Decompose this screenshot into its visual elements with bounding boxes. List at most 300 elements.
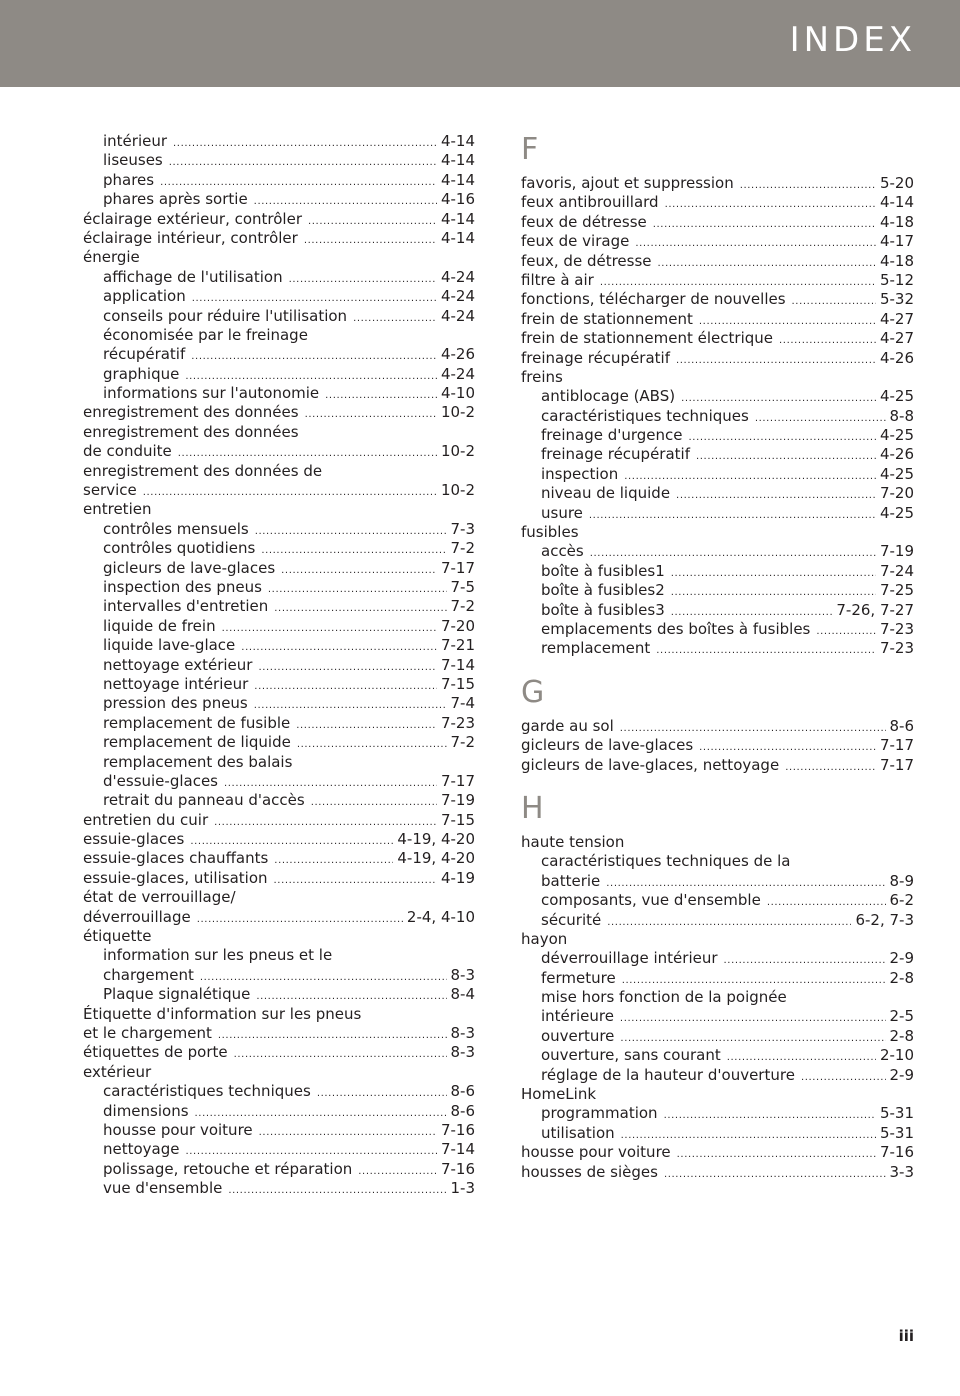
index-entry xyxy=(83,617,475,636)
index-entry-page: 5-31 xyxy=(879,1104,914,1123)
index-entry-term: caractéristiques techniques de la xyxy=(541,852,791,871)
index-entry-term: entretien xyxy=(83,500,152,519)
index-entry xyxy=(83,849,475,868)
index-entry-page: 7-3 xyxy=(450,519,475,538)
index-entry xyxy=(83,287,475,306)
dot-leader xyxy=(755,409,886,428)
index-entry-term: housse pour voiture xyxy=(103,1120,253,1139)
dot-leader xyxy=(143,483,437,502)
index-entry-page: 4-27 xyxy=(879,309,914,328)
index-entry-page: 7-19 xyxy=(440,791,475,810)
index-entry-page: 4-14 xyxy=(440,170,475,189)
index-entry xyxy=(83,1121,475,1140)
index-entry xyxy=(521,852,914,871)
index-entry-term: sécurité xyxy=(541,910,602,929)
dot-leader xyxy=(656,641,876,660)
dot-leader xyxy=(311,793,437,812)
index-entry-page: 2-9 xyxy=(889,1065,914,1084)
dot-leader xyxy=(241,638,437,657)
index-entry-page: 4-26 xyxy=(879,348,914,367)
dot-leader xyxy=(261,541,446,560)
index-entry xyxy=(83,656,475,675)
index-entry xyxy=(521,329,914,348)
index-entry xyxy=(83,210,475,229)
index-entry xyxy=(83,1160,475,1179)
index-entry-page: 7-23 xyxy=(879,639,914,658)
index-entry-term: nettoyage xyxy=(103,1140,180,1159)
index-entry-page: 4-16 xyxy=(440,190,475,209)
index-entry-page: 7-17 xyxy=(879,736,914,755)
index-entry xyxy=(83,966,475,985)
index-entry-term: affichage de l'utilisation xyxy=(103,267,283,286)
index-entry xyxy=(521,1104,914,1123)
index-entry-term: polissage, retouche et réparation xyxy=(103,1159,353,1178)
dot-leader xyxy=(785,758,876,777)
index-entry-page: 4-25 xyxy=(879,503,914,522)
index-entry-term: gicleurs de lave-glaces xyxy=(103,558,276,577)
index-entry-term: caractéristiques techniques xyxy=(103,1082,311,1101)
index-entry xyxy=(83,985,475,1004)
index-entry xyxy=(521,988,914,1007)
index-entry xyxy=(521,465,914,484)
index-entry xyxy=(521,911,914,930)
index-entry xyxy=(83,1102,475,1121)
dot-leader xyxy=(676,486,876,505)
index-entry-term: mise hors fonction de la poignée xyxy=(541,988,787,1007)
index-entry-page: 2-4, 4-10 xyxy=(406,907,475,926)
index-entry-page: 4-18 xyxy=(879,251,914,270)
dot-leader xyxy=(169,153,437,172)
dot-leader xyxy=(677,1145,876,1164)
index-entry xyxy=(521,1163,914,1182)
index-entry xyxy=(521,310,914,329)
dot-leader xyxy=(665,195,876,214)
index-entry-page: 7-17 xyxy=(440,558,475,577)
index-entry-term: éclairage intérieur, contrôler xyxy=(83,228,298,247)
index-entry-term: intérieure xyxy=(541,1007,614,1026)
dot-leader xyxy=(653,215,876,234)
index-entry xyxy=(83,151,475,170)
index-entry xyxy=(83,229,475,248)
index-entry-term: niveau de liquide xyxy=(541,484,671,503)
dot-leader xyxy=(816,622,876,641)
dot-leader xyxy=(289,270,437,289)
index-entry-term: pression des pneus xyxy=(103,694,248,713)
index-entry xyxy=(521,232,914,251)
index-entry-page: 5-31 xyxy=(879,1123,914,1142)
index-entry-term: programmation xyxy=(541,1104,658,1123)
index-entry-term: freins xyxy=(521,367,563,386)
index-entry-page: 5-12 xyxy=(879,270,914,289)
index-entry xyxy=(521,562,914,581)
index-entry-term: feux antibrouillard xyxy=(521,193,659,212)
index-entry-term: extérieur xyxy=(83,1062,152,1081)
index-entry-term: déverrouillage xyxy=(83,907,191,926)
index-entry-page: 2-5 xyxy=(889,1007,914,1026)
index-entry-page: 4-26 xyxy=(879,445,914,464)
index-entry-term: favoris, ajout et suppression xyxy=(521,174,734,192)
index-entry xyxy=(521,1027,914,1046)
index-entry-term: boîte à fusibles3 xyxy=(541,600,665,619)
index-entry-page: 8-3 xyxy=(450,965,475,984)
index-entry-page: 7-2 xyxy=(450,539,475,558)
index-entry xyxy=(521,484,914,503)
index-entry-term: déverrouillage intérieur xyxy=(541,949,718,968)
index-entry xyxy=(83,1179,475,1198)
index-entry-page: 5-32 xyxy=(879,290,914,309)
index-entry-term: économisée par le freinage xyxy=(103,325,308,344)
dot-leader xyxy=(268,580,447,599)
index-entry xyxy=(521,601,914,620)
index-entry-page: 4-24 xyxy=(440,287,475,306)
dot-leader xyxy=(305,405,437,424)
index-entry-term: intérieur xyxy=(103,132,168,150)
index-entry xyxy=(521,174,914,193)
index-entry xyxy=(83,714,475,733)
index-entry xyxy=(521,504,914,523)
index-entry-term: récupératif xyxy=(103,345,186,364)
index-entry-page: 4-27 xyxy=(879,329,914,348)
index-entry xyxy=(521,1143,914,1162)
index-entry xyxy=(83,190,475,209)
index-entry-page: 4-17 xyxy=(879,232,914,251)
index-entry xyxy=(521,1046,914,1065)
index-entry-term: fermeture xyxy=(541,968,616,987)
index-entry-term: remplacement xyxy=(541,639,651,658)
index-entry xyxy=(83,927,475,946)
index-entry xyxy=(83,733,475,752)
index-entry xyxy=(521,736,914,755)
index-entry-page: 4-25 xyxy=(879,464,914,483)
index-entry xyxy=(521,891,914,910)
index-entry-term: service xyxy=(83,481,137,500)
page-title: INDEX xyxy=(789,20,916,60)
index-entry-term: éclairage extérieur, contrôler xyxy=(83,209,302,228)
index-entry xyxy=(521,407,914,426)
index-entry-page: 7-19 xyxy=(879,542,914,561)
dot-leader xyxy=(274,599,446,618)
index-entry xyxy=(83,772,475,791)
dot-leader xyxy=(589,506,876,525)
index-entry-page: 7-23 xyxy=(879,619,914,638)
index-entry-term: dimensions xyxy=(103,1101,189,1120)
index-entry-term: de conduite xyxy=(83,442,172,461)
index-entry xyxy=(521,193,914,212)
index-entry-term: frein de stationnement xyxy=(521,309,693,328)
index-entry xyxy=(83,481,475,500)
index-entry-term: enregistrement des données de xyxy=(83,461,323,480)
dot-leader xyxy=(228,1181,446,1200)
index-entry-page: 4-14 xyxy=(440,151,475,170)
index-entry-term: feux, de détresse xyxy=(521,251,652,270)
index-entry-term: feux de détresse xyxy=(521,212,647,231)
index-entry-term: conseils pour réduire l'utilisation xyxy=(103,306,348,325)
index-entry xyxy=(521,872,914,891)
index-entry-page: 8-4 xyxy=(450,985,475,1004)
dot-leader xyxy=(297,735,447,754)
index-entry-term: enregistrement des données xyxy=(83,403,299,422)
index-entry-page: 5-20 xyxy=(879,174,914,192)
index-entry-page: 4-14 xyxy=(440,209,475,228)
index-entry-page: 7-20 xyxy=(440,616,475,635)
index-entry xyxy=(521,581,914,600)
index-entry-page: 10-2 xyxy=(440,442,475,461)
index-entry-page: 4-24 xyxy=(440,306,475,325)
index-entry-term: information sur les pneus et le xyxy=(103,946,333,965)
index-entry-page: 4-14 xyxy=(440,132,475,150)
index-entry-page: 8-6 xyxy=(889,716,914,735)
index-entry xyxy=(521,542,914,561)
index-entry-term: réglage de la hauteur d'ouverture xyxy=(541,1065,795,1084)
dot-leader xyxy=(308,212,437,231)
index-entry-page: 7-21 xyxy=(440,636,475,655)
index-entry-page: 7-20 xyxy=(879,484,914,503)
index-entry-term: boîte à fusibles1 xyxy=(541,561,665,580)
index-entry-term: HomeLink xyxy=(521,1085,597,1104)
index-entry-page: 8-3 xyxy=(450,1023,475,1042)
dot-leader xyxy=(222,619,437,638)
index-entry xyxy=(521,426,914,445)
index-entry-term: boîte à fusibles2 xyxy=(541,581,665,600)
index-entry xyxy=(83,811,475,830)
index-entry-term: fusibles xyxy=(521,523,579,542)
index-entry xyxy=(83,1024,475,1043)
index-entry-term: composants, vue d'ensemble xyxy=(541,891,761,910)
index-entry-term: étiquettes de porte xyxy=(83,1043,228,1062)
index-entry xyxy=(521,639,914,658)
index-entry xyxy=(521,368,914,387)
dot-leader xyxy=(664,1165,886,1184)
index-entry-page: 1-3 xyxy=(450,1179,475,1198)
index-entry-term: informations sur l'autonomie xyxy=(103,384,320,403)
index-entry-page: 6-2 xyxy=(889,891,914,910)
index-entry-page: 4-26 xyxy=(440,345,475,364)
index-entry-page: 4-24 xyxy=(440,364,475,383)
index-entry xyxy=(83,888,475,907)
index-entry-page: 2-9 xyxy=(889,949,914,968)
index-entry-term: état de verrouillage/ xyxy=(83,888,236,907)
index-entry-term: étiquette xyxy=(83,927,152,946)
dot-leader xyxy=(635,234,876,253)
section-letter-heading: H xyxy=(521,790,544,826)
index-entry-term: inspection xyxy=(541,464,619,483)
index-entry-term: retrait du panneau d'accès xyxy=(103,791,305,810)
index-entry-term: utilisation xyxy=(541,1123,615,1142)
index-entry-term: fonctions, télécharger de nouvelles xyxy=(521,290,786,309)
dot-leader xyxy=(676,351,876,370)
index-entry-term: essuie-glaces chauffants xyxy=(83,849,269,868)
index-entry-page: 7-17 xyxy=(440,771,475,790)
index-entry xyxy=(83,636,475,655)
dot-leader xyxy=(259,1123,437,1142)
index-entry-page: 4-18 xyxy=(879,212,914,231)
index-entry-term: phares après sortie xyxy=(103,190,248,209)
index-entry-term: accès xyxy=(541,542,584,561)
index-entry-term: et le chargement xyxy=(83,1023,212,1042)
index-entry-page: 7-2 xyxy=(450,597,475,616)
index-entry-term: contrôles quotidiens xyxy=(103,539,256,558)
index-entry-page: 7-16 xyxy=(440,1120,475,1139)
index-entry-term: énergie xyxy=(83,248,140,267)
index-entry-page: 6-2, 7-3 xyxy=(855,910,914,929)
dot-leader xyxy=(258,658,437,677)
index-entry-term: freinage d'urgence xyxy=(541,426,683,445)
index-entry xyxy=(83,559,475,578)
index-entry xyxy=(83,869,475,888)
index-entry-term: inspection des pneus xyxy=(103,577,262,596)
index-entry-page: 10-2 xyxy=(440,403,475,422)
index-entry xyxy=(83,830,475,849)
index-entry-term: hayon xyxy=(521,929,568,948)
index-entry-page: 7-14 xyxy=(440,1140,475,1159)
index-entry-term: freinage récupératif xyxy=(521,348,670,367)
dot-leader xyxy=(358,1162,437,1181)
index-entry-page: 8-9 xyxy=(889,871,914,890)
index-entry xyxy=(521,445,914,464)
page-number: iii xyxy=(898,1327,914,1345)
index-column-right xyxy=(521,132,914,1182)
index-entry-term: freinage récupératif xyxy=(541,445,690,464)
index-entry-page: 3-3 xyxy=(889,1162,914,1181)
dot-leader xyxy=(792,292,876,311)
index-entry-term: gicleurs de lave-glaces, nettoyage xyxy=(521,755,780,774)
index-entry xyxy=(83,171,475,190)
index-entry-term: chargement xyxy=(103,965,194,984)
index-entry xyxy=(83,307,475,326)
index-entry-term: liquide lave-glace xyxy=(103,636,236,655)
index-entry xyxy=(521,949,914,968)
index-entry-term: emplacements des boîtes à fusibles xyxy=(541,619,811,638)
index-entry-page: 2-8 xyxy=(889,968,914,987)
index-entry-term: haute tension xyxy=(521,832,625,851)
index-entry xyxy=(521,969,914,988)
index-entry-page: 7-16 xyxy=(879,1143,914,1162)
index-entry-page: 2-10 xyxy=(879,1046,914,1065)
index-entry xyxy=(521,717,914,736)
index-entry xyxy=(83,578,475,597)
dot-leader xyxy=(671,564,876,583)
dot-leader xyxy=(724,951,886,970)
index-entry-term: housses de sièges xyxy=(521,1162,658,1181)
index-entry-term: Plaque signalétique xyxy=(103,985,251,1004)
index-entry xyxy=(521,213,914,232)
index-entry xyxy=(83,384,475,403)
index-entry xyxy=(83,132,475,151)
index-entry-page: 4-19, 4-20 xyxy=(397,830,475,849)
index-entry-page: 8-6 xyxy=(450,1082,475,1101)
index-entry xyxy=(83,1043,475,1062)
index-entry-term: usure xyxy=(541,503,583,522)
dot-leader xyxy=(191,347,437,366)
index-entry xyxy=(83,520,475,539)
index-entry-term: remplacement des balais xyxy=(103,752,293,771)
dot-leader xyxy=(255,522,447,541)
index-entry xyxy=(521,387,914,406)
dot-leader xyxy=(218,1026,447,1045)
index-entry xyxy=(521,1085,914,1104)
index-entry-term: liquide de frein xyxy=(103,616,216,635)
section-letter-heading: F xyxy=(521,132,539,167)
index-entry-term: application xyxy=(103,287,186,306)
index-entry xyxy=(521,756,914,775)
index-entry xyxy=(521,620,914,639)
index-entry-term: remplacement de fusible xyxy=(103,713,291,732)
index-entry-page: 10-2 xyxy=(440,481,475,500)
index-entry-page: 4-24 xyxy=(440,267,475,286)
index-entry-page: 7-17 xyxy=(879,755,914,774)
index-entry-term: antiblocage (ABS) xyxy=(541,387,676,406)
index-entry-page: 7-15 xyxy=(440,674,475,693)
index-entry-page: 4-25 xyxy=(879,387,914,406)
index-entry xyxy=(83,597,475,616)
index-entry-page: 4-25 xyxy=(879,426,914,445)
dot-leader xyxy=(696,447,876,466)
index-entry-page: 8-3 xyxy=(450,1043,475,1062)
index-entry-page: 7-5 xyxy=(450,577,475,596)
index-entry-page: 7-2 xyxy=(450,733,475,752)
index-entry-page: 8-8 xyxy=(889,406,914,425)
index-entry xyxy=(83,462,475,481)
index-entry xyxy=(83,1063,475,1082)
index-entry-term: caractéristiques techniques xyxy=(541,406,749,425)
index-entry-page: 7-24 xyxy=(879,561,914,580)
index-entry-term: garde au sol xyxy=(521,716,614,735)
index-entry-page: 4-14 xyxy=(440,228,475,247)
index-entry-term: gicleurs de lave-glaces xyxy=(521,736,694,755)
dot-leader xyxy=(317,1084,447,1103)
index-entry xyxy=(83,248,475,267)
dot-leader xyxy=(254,677,437,696)
dot-leader xyxy=(658,254,876,273)
index-entry xyxy=(83,442,475,461)
dot-leader xyxy=(173,134,437,153)
index-entry-page: 4-19, 4-20 xyxy=(397,849,475,868)
index-entry xyxy=(83,423,475,442)
dot-leader xyxy=(801,1068,886,1087)
index-entry-page: 8-6 xyxy=(450,1101,475,1120)
dot-leader xyxy=(234,1045,447,1064)
index-entry xyxy=(83,1140,475,1159)
dot-leader xyxy=(304,231,437,250)
index-entry-term: intervalles d'entretien xyxy=(103,597,269,616)
index-entry xyxy=(521,1007,914,1026)
dot-leader xyxy=(779,331,876,350)
index-entry-term: frein de stationnement électrique xyxy=(521,329,774,348)
index-entry xyxy=(521,930,914,949)
index-entry-page: 2-8 xyxy=(889,1026,914,1045)
index-entry-page: 7-15 xyxy=(440,810,475,829)
index-entry-term: liseuses xyxy=(103,151,163,170)
dot-leader xyxy=(274,851,393,870)
index-entry xyxy=(521,349,914,368)
index-entry xyxy=(83,753,475,772)
index-entry xyxy=(521,252,914,271)
index-entry-term: feux de virage xyxy=(521,232,630,251)
index-entry-term: batterie xyxy=(541,871,601,890)
index-entry-term: ouverture xyxy=(541,1026,615,1045)
dot-leader xyxy=(740,176,876,195)
index-entry xyxy=(83,403,475,422)
index-entry xyxy=(83,908,475,927)
index-entry xyxy=(521,523,914,542)
index-entry xyxy=(83,1005,475,1024)
index-entry-page: 4-10 xyxy=(440,384,475,403)
index-entry xyxy=(83,791,475,810)
dot-leader xyxy=(620,1009,886,1028)
index-entry xyxy=(521,833,914,852)
index-entry-page: 7-4 xyxy=(450,694,475,713)
index-entry-term: contrôles mensuels xyxy=(103,519,249,538)
